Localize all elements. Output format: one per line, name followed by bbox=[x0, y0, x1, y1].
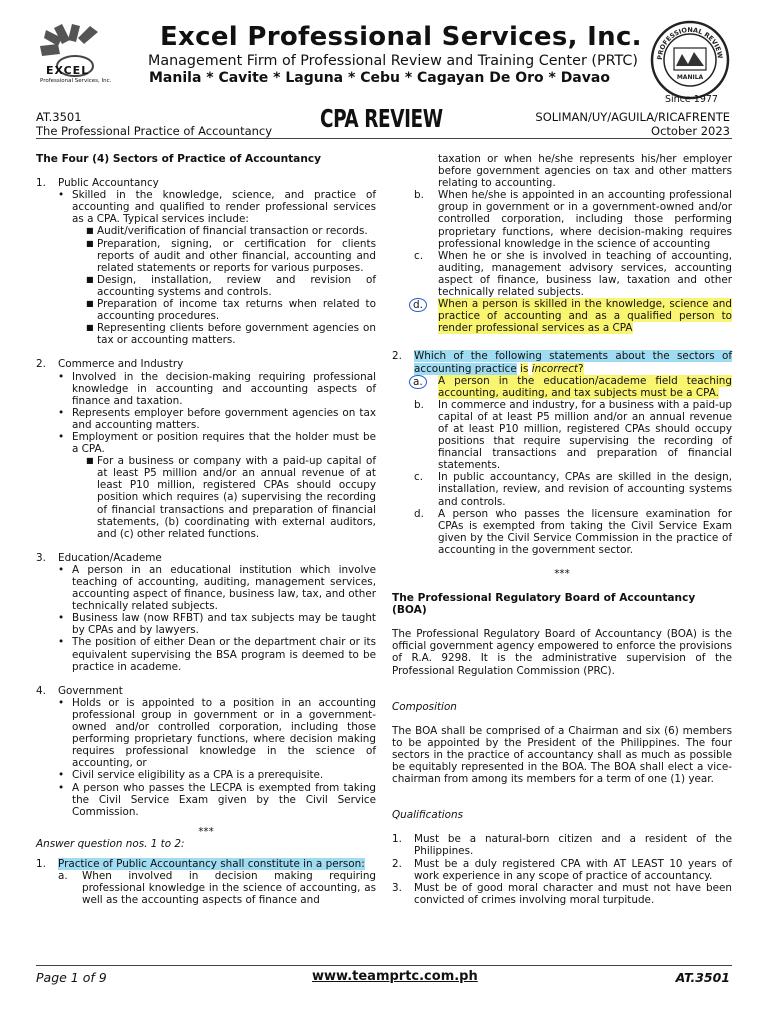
choice-b: b. When he/she is appointed in an accounting professional group in government or in a government-owned and/or controlled corporation, including those performing proprietary functions, where decision-making requires professional knowledge in the science of accounting bbox=[414, 189, 732, 250]
header-divider bbox=[36, 138, 732, 139]
prtc-seal bbox=[650, 20, 730, 100]
sector-commerce: 2. Commerce and Industry bbox=[36, 358, 184, 371]
authors: SOLIMAN/UY/AGUILA/RICAFRENTE bbox=[535, 110, 730, 124]
footer-code: AT.3501 bbox=[675, 970, 730, 985]
list-item: • A person who passes the LECPA is exempted from taking the Civil Service Exam given by the Civil Service Commission. bbox=[58, 781, 376, 818]
question-1: 1. Practice of Public Accountancy shall constitute in a person: bbox=[36, 857, 365, 870]
list-item: • Employment or position requires that the holder must be a CPA. bbox=[58, 430, 376, 456]
answer-circle-mark: a. bbox=[409, 375, 427, 389]
composition-heading: Composition bbox=[392, 700, 457, 713]
list-item: • Civil service eligibility as a CPA is a prerequisite. bbox=[58, 769, 324, 782]
website-link[interactable]: www.teamprtc.com.ph bbox=[312, 969, 478, 984]
choice-b: b. In commerce and industry, for a business with a paid-up capital of at least P5 million and/or an annual revenue of at least P10 million, registered CPAs should occupy positions that require supervising the recording of financial transactions and preparation of financial statements. bbox=[414, 398, 732, 472]
sector-academe: 3. Education/Academe bbox=[36, 551, 162, 564]
list-item: ■ Preparation of income tax returns when related to accounting procedures. bbox=[86, 298, 376, 323]
list-item: ■ For a business or company with a paid-up capital of at least P5 million and/or an annual revenue of at least P10 million, registered CPAs should occupy position which requires (a) supervising the recording of financial transactions and preparation of financial statements, (b) coordinating with external auditors, and (c) other related functions. bbox=[86, 455, 376, 540]
list-item: ■ Audit/verification of financial transaction or records. bbox=[86, 225, 368, 238]
highlighted-answer: A person in the education/academe field teaching accounting, auditing, and tax subjects must be a CPA. bbox=[438, 374, 732, 399]
branch-cities: Manila * Cavite * Laguna * Cebu * Cagayan De Oro * Davao bbox=[149, 70, 610, 86]
highlighted-answer: When a person is skilled in the knowledge, science and practice of accounting and as a qualified person to render professional services as a CPA bbox=[438, 298, 732, 335]
seal-ring-text: PROFESSIONAL REVIEW bbox=[655, 25, 725, 61]
choice-a-answer bbox=[414, 375, 732, 399]
company-name: Excel Professional Services, Inc. bbox=[160, 22, 642, 52]
question-2: 2. Which of the following statements about the sectors of accounting practice is incorrect? bbox=[392, 350, 732, 375]
right-column bbox=[392, 153, 732, 906]
boa-title: The Professional Regulatory Board of Accountancy (BOA) bbox=[392, 592, 696, 617]
choice-d-answer bbox=[414, 298, 732, 334]
choice-d: d. A person who passes the licensure examination for CPAs is exempted from taking the Civil Service Exam given by the Civil Service Commission in the practice of accounting in the government sector. bbox=[414, 507, 732, 556]
boa-paragraph: The Professional Regulatory Board of Accountancy (BOA) is the official government agency empowered to enforce the provisions of R.A. 9298. It is the administrative supervision of the Professional Regulation Commission (PRC). bbox=[392, 628, 732, 677]
list-item: • Holds or is appointed to a position in an accounting professional group in government or in a government-owned and/or controlled corporation, including those performing proprietary functions, where decision making requires professional knowledge in the science of accounting, or bbox=[58, 696, 376, 770]
since-year: Since 1977 bbox=[665, 94, 718, 105]
list-item: • The position of either Dean or the department chair or its equivalent supervising the BSA program is deemed to be practice in academe. bbox=[58, 636, 376, 673]
course-meta bbox=[36, 110, 272, 138]
list-item: • Involved in the decision-making requiring professional knowledge in accounting and accounting aspects of finance and taxation. bbox=[58, 370, 376, 407]
company-subtitle: Management Firm of Professional Review and Training Center (PRTC) bbox=[148, 53, 638, 69]
instruction: Answer question nos. 1 to 2: bbox=[36, 837, 185, 850]
choice-c: c. When he or she is involved in teaching of accounting, auditing, management advisory services, accounting aspect of finance, business law, taxation and other technically related subjects. bbox=[414, 249, 732, 299]
qualifications-heading: Qualifications bbox=[392, 809, 464, 822]
list-item: 1. Must be a natural-born citizen and a resident of the Philippines. bbox=[392, 833, 732, 858]
footer-divider bbox=[36, 965, 732, 966]
list-item: • Skilled in the knowledge, science, and practice of accounting and qualified to render professional services as a CPA. Typical services include: bbox=[58, 189, 376, 226]
choice-a: a. When involved in decision making requiring professional knowledge in the science of accounting, as well as the accounting aspects of finance and bbox=[58, 870, 376, 907]
list-item: • A person in an educational institution which involve teaching of accounting, auditing, management services, accounting aspect of finance, business law, tax, and other technically related subjects. bbox=[58, 563, 376, 613]
svg-text:PROFESSIONAL REVIEW & TRAINING bbox=[650, 20, 724, 60]
list-item: ■ Representing clients before government agencies on tax or accounting matters. bbox=[86, 322, 376, 347]
cpa-review-banner: CPA REVIEW bbox=[320, 104, 443, 133]
choice-c: c. In public accountancy, CPAs are skilled in the design, installation, review, and revision of accounting systems and controls. bbox=[414, 471, 732, 508]
logo-subtext: Professional Services, Inc. bbox=[40, 78, 112, 84]
course-code: AT.3501 bbox=[36, 110, 82, 124]
separator-stars: *** bbox=[198, 825, 214, 838]
course-title: The Professional Practice of Accountancy bbox=[36, 124, 273, 138]
composition-paragraph: The BOA shall be comprised of a Chairman and six (6) members to be appointed by the President of the Philippines. The four sectors in the practice of accountancy shall as much as possible be equitably represented in the BOA. The BOA shall elect a vice-chairman from among its members for a term of one (1) year. bbox=[392, 724, 732, 786]
seal-city: MANILA bbox=[676, 74, 704, 81]
list-item: • Represents employer before government agencies on tax and accounting matters. bbox=[58, 406, 376, 431]
left-column bbox=[36, 153, 376, 906]
company-logo bbox=[40, 24, 110, 92]
page-number: Page 1 of 9 bbox=[36, 970, 107, 985]
logo-text: EXCEL bbox=[46, 64, 90, 77]
list-item: • Business law (now RFBT) and tax subjects may be taught by CPAs and by lawyers. bbox=[58, 612, 376, 637]
edition-date: October 2023 bbox=[651, 124, 730, 138]
sector-public: 1. Public Accountancy bbox=[36, 177, 159, 190]
authors-meta bbox=[535, 110, 730, 138]
answer-circle-mark: d. bbox=[409, 298, 427, 312]
list-item: ■ Design, installation, review and revision of accounting systems and controls. bbox=[86, 273, 376, 298]
list-item: ■ Preparation, signing, or certification for clients reports of audit and other financial, accounting and related statements or reports for various purposes. bbox=[86, 237, 376, 274]
sector-government: 4. Government bbox=[36, 684, 123, 697]
separator-stars: *** bbox=[554, 568, 570, 580]
list-item: 2. Must be a duly registered CPA with AT LEAST 10 years of work experience in any scope of practice of accountancy. bbox=[392, 857, 732, 882]
section-title: The Four (4) Sectors of Practice of Accountancy bbox=[36, 153, 322, 165]
list-item: 3. Must be of good moral character and must not have been convicted of crimes involving moral turpitude. bbox=[392, 881, 732, 906]
choice-a-continued: taxation or when he/she represents his/her employer before government agencies on tax and other matters relating to accounting. bbox=[438, 153, 732, 190]
highlighted-question: Practice of Public Accountancy shall constitute in a person: bbox=[58, 857, 365, 870]
